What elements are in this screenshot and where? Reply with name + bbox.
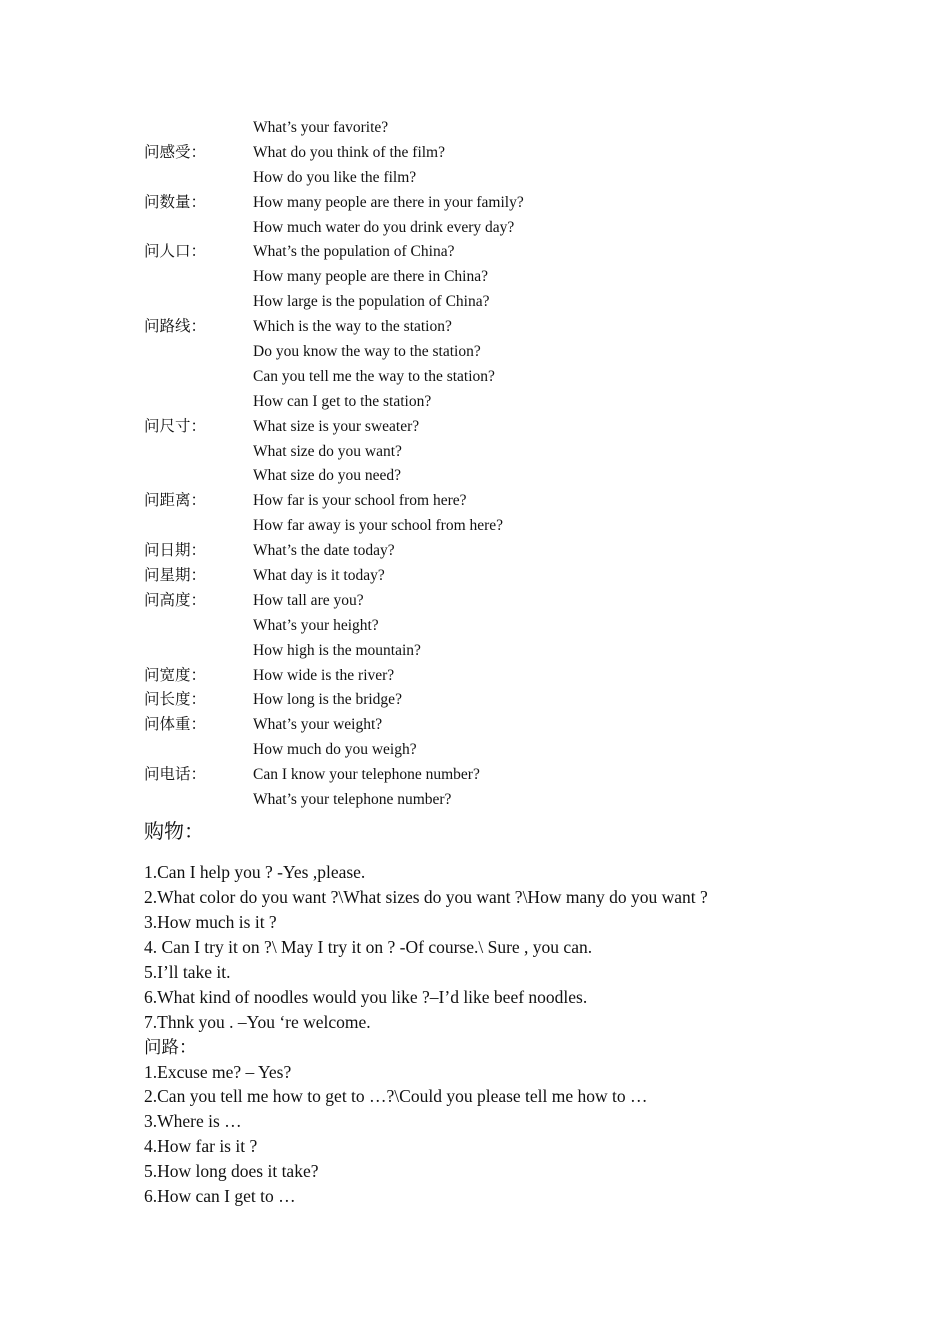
question-text: What’s your favorite? bbox=[253, 119, 389, 136]
question-category: 问感受： bbox=[144, 143, 207, 161]
question-text: What’s the date today? bbox=[253, 542, 395, 560]
question-text: How large is the population of China? bbox=[253, 293, 490, 311]
question-text: Can you tell me the way to the station? bbox=[253, 367, 495, 385]
question-row bbox=[144, 390, 844, 415]
question-row bbox=[144, 240, 844, 265]
question-category: 问长度： bbox=[144, 691, 207, 709]
question-text: How wide is the river? bbox=[253, 666, 395, 684]
shopping-heading: 购物： bbox=[144, 821, 204, 843]
question-text: Do you know the way to the station? bbox=[253, 343, 481, 361]
question-row bbox=[144, 763, 844, 788]
question-text: Can I know your telephone number? bbox=[253, 766, 480, 784]
question-row bbox=[144, 688, 844, 713]
question-category: 问高度： bbox=[144, 591, 207, 609]
question-category: 问星期： bbox=[144, 567, 207, 585]
dialogue-line: 1.Can I help you ? -Yes ,please. bbox=[144, 862, 366, 882]
question-row bbox=[144, 116, 844, 141]
question-row bbox=[144, 489, 844, 514]
question-text: What size do you want? bbox=[253, 442, 402, 460]
question-row bbox=[144, 440, 844, 465]
question-text: How can I get to the station? bbox=[253, 392, 432, 410]
question-text: What’s your telephone number? bbox=[253, 791, 452, 809]
question-row bbox=[144, 141, 844, 166]
question-text: What’s your height? bbox=[253, 616, 379, 634]
dialogue-lines bbox=[144, 860, 904, 1209]
question-row bbox=[144, 539, 844, 564]
question-text: How far is your school from here? bbox=[253, 492, 467, 510]
question-category: 问尺寸： bbox=[144, 417, 207, 435]
question-category: 问人口： bbox=[144, 243, 207, 261]
question-row bbox=[144, 788, 844, 813]
question-row bbox=[144, 589, 844, 614]
question-row bbox=[144, 639, 844, 664]
question-row bbox=[144, 713, 844, 738]
question-text: How many people are there in China? bbox=[253, 268, 488, 286]
question-row bbox=[144, 738, 844, 763]
question-row bbox=[144, 216, 844, 241]
question-row bbox=[144, 514, 844, 539]
dialogue-line: 4.How far is it ? bbox=[144, 1136, 258, 1157]
dialogue-line: 5.How long does it take? bbox=[144, 1161, 319, 1182]
question-row bbox=[144, 464, 844, 489]
question-text: How do you like the film? bbox=[253, 168, 417, 186]
question-category: 问日期： bbox=[144, 542, 207, 560]
question-text: What day is it today? bbox=[253, 567, 385, 585]
question-text: What size do you need? bbox=[253, 467, 402, 485]
question-text: What’s the population of China? bbox=[253, 243, 455, 261]
question-row bbox=[144, 415, 844, 440]
question-text: How many people are there in your family? bbox=[253, 193, 524, 211]
dialogue-line: 4. Can I try it on ?\ May I try it on ? -Of course.\ Sure , you can. bbox=[144, 936, 593, 957]
question-row bbox=[144, 664, 844, 689]
dialogue-line: 1.Excuse me? – Yes? bbox=[144, 1061, 292, 1082]
dialogue-line: 3.Where is … bbox=[144, 1111, 242, 1132]
dialogue-line: 3.How much is it ? bbox=[144, 911, 277, 932]
question-text: How long is the bridge? bbox=[253, 691, 402, 709]
question-category: 问路线： bbox=[144, 318, 207, 336]
question-row bbox=[144, 315, 844, 340]
question-row bbox=[144, 564, 844, 589]
dialogue-line: 6.What kind of noodles would you like ?–I’d like beef noodles. bbox=[144, 986, 588, 1007]
question-text: How much do you weigh? bbox=[253, 741, 417, 759]
question-row bbox=[144, 365, 844, 390]
dialogue-line: 2.What color do you want ?\What sizes do you want ?\How many do you want ? bbox=[144, 886, 708, 907]
question-row bbox=[144, 191, 844, 216]
dialogue-line: 问路： bbox=[144, 1036, 197, 1057]
question-row bbox=[144, 166, 844, 191]
question-row bbox=[144, 290, 844, 315]
dialogue-line: 6.How can I get to … bbox=[144, 1186, 296, 1207]
question-category: 问电话： bbox=[144, 766, 207, 784]
question-text: Which is the way to the station? bbox=[253, 318, 452, 336]
question-row bbox=[144, 340, 844, 365]
question-category: 问体重： bbox=[144, 716, 207, 734]
dialogue-line: 2.Can you tell me how to get to …?\Could you please tell me how to … bbox=[144, 1086, 648, 1107]
question-category: 问宽度： bbox=[144, 666, 207, 684]
question-text: What do you think of the film? bbox=[253, 143, 445, 161]
dialogue-line: 5.I’ll take it. bbox=[144, 961, 231, 982]
question-row bbox=[144, 614, 844, 639]
question-row bbox=[144, 265, 844, 290]
question-text: What’s your weight? bbox=[253, 716, 383, 734]
question-text: What size is your sweater? bbox=[253, 417, 420, 435]
question-text: How much water do you drink every day? bbox=[253, 218, 515, 236]
question-text: How high is the mountain? bbox=[253, 641, 421, 659]
question-category: 问数量： bbox=[144, 193, 207, 211]
question-pair-list bbox=[144, 116, 844, 813]
question-text: How far away is your school from here? bbox=[253, 517, 504, 535]
dialogue-line: 7.Thnk you . –You ‘re welcome. bbox=[144, 1011, 371, 1032]
question-category: 问距离： bbox=[144, 492, 207, 510]
question-text: How tall are you? bbox=[253, 591, 364, 609]
